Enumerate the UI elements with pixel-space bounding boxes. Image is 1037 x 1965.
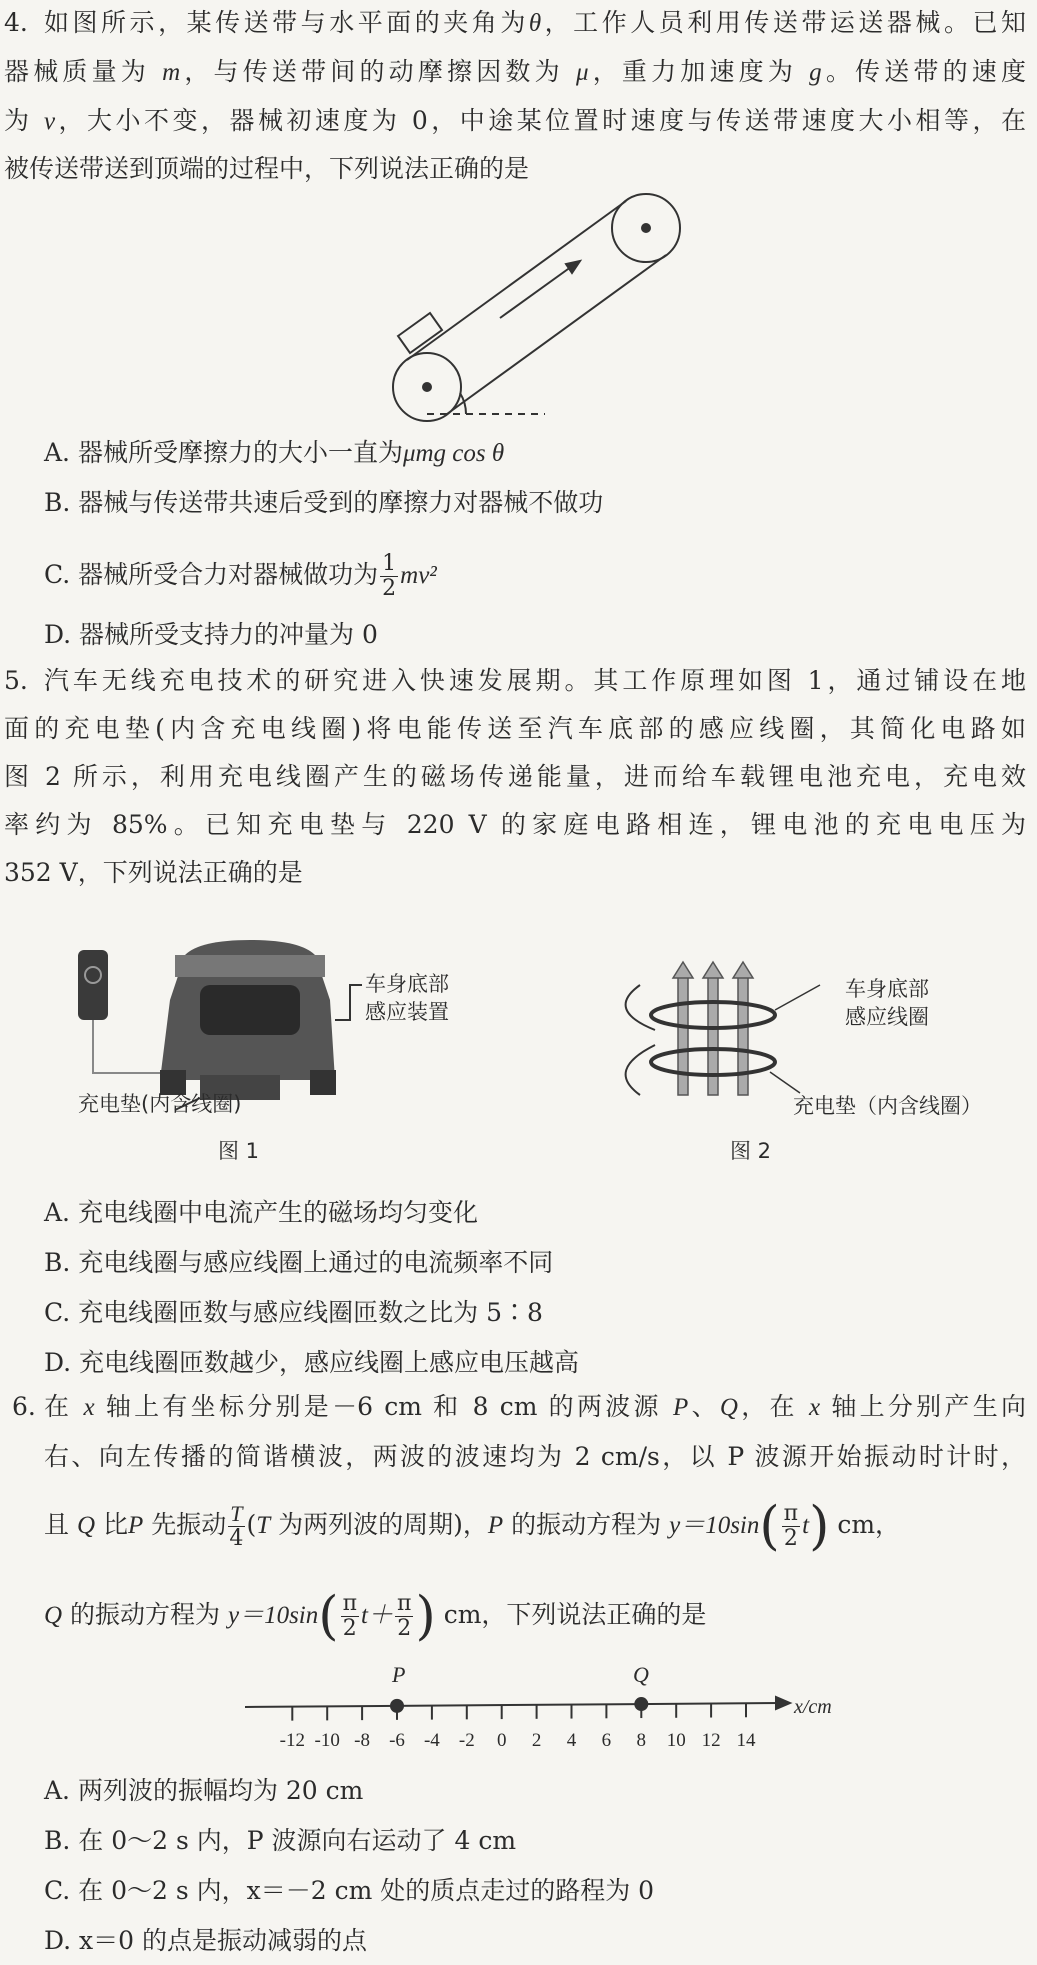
q5-number: 5. <box>4 666 28 695</box>
math: Q <box>44 1602 63 1629</box>
car-charging-figure <box>78 940 362 1110</box>
tick-label: -8 <box>354 1730 370 1751</box>
q5-line-1: 汽车无线充电技术的研究进入快速发展期。其工作原理如图 1，通过铺设在地 <box>44 666 1026 695</box>
text: ，工作人员利用传送带运送器械。已知 <box>541 8 1026 37</box>
fraction <box>395 1592 413 1641</box>
q5-line-2: 面的充电垫(内含充电线圈)将电能传送至汽车底部的感应线圈，其简化电路如 <box>4 714 1026 743</box>
fig1-label-device-2: 感应装置 <box>365 1000 449 1024</box>
q6-option-c[interactable]: C. 在 0～2 s 内，x＝－2 cm 处的质点走过的路程为 0 <box>44 1876 655 1905</box>
q6-line-1 <box>44 1390 1026 1425</box>
text: cm，下列说法正确的是 <box>443 1600 707 1629</box>
q6-option-b[interactable]: B. 在 0～2 s 内，P 波源向右运动了 4 cm <box>44 1826 517 1855</box>
tick-label: 10 <box>666 1730 686 1751</box>
num: 1 <box>382 551 397 576</box>
math: Q <box>76 1512 96 1539</box>
text: 且 <box>44 1510 70 1539</box>
den: 2 <box>342 1616 357 1641</box>
charger-box <box>78 950 108 1020</box>
point-p <box>391 1700 403 1712</box>
q4-option-b[interactable]: B. 器械与传送带共速后受到的摩擦力对器械不做功 <box>44 488 604 517</box>
text: ，大小不变，器械初速度为 0，中途某位置时速度与传送带速度大小相等，在 <box>55 106 1026 135</box>
tick-label: -6 <box>389 1730 405 1751</box>
q5-option-c[interactable]: C. 充电线圈匝数与感应线圈匝数之比为 5∶8 <box>44 1298 543 1327</box>
math: y＝10sin <box>227 1602 319 1629</box>
q4-option-c[interactable] <box>44 552 437 601</box>
fig1-label-device-1: 车身底部 <box>365 972 449 996</box>
text: 为 <box>4 106 33 135</box>
point-p-label: P <box>392 1662 406 1687</box>
paren: ( <box>318 1586 339 1647</box>
text: 比 <box>102 1510 128 1539</box>
num: π <box>783 1501 799 1526</box>
text: ，重力加速度为 <box>588 57 798 86</box>
q6-option-a[interactable]: A. 两列波的振幅均为 20 cm <box>44 1776 364 1805</box>
math: t <box>802 1512 810 1539</box>
math: P <box>487 1512 504 1539</box>
math: x <box>808 1394 821 1421</box>
q6-option-d[interactable]: D. x＝0 的点是振动减弱的点 <box>44 1926 367 1955</box>
paren: ( <box>759 1496 780 1557</box>
paren: ) <box>415 1586 436 1647</box>
num: π <box>342 1591 358 1616</box>
text: 轴上有坐标分别是－6 cm 和 8 cm 的两波源 <box>105 1392 662 1421</box>
tick-label: 12 <box>701 1730 721 1751</box>
text: 先振动 <box>151 1510 227 1539</box>
fig2-caption: 图 2 <box>730 1139 772 1163</box>
q6-number: 6. <box>12 1392 36 1421</box>
axis-arrow <box>776 1697 790 1709</box>
q4-line-1: 如图所示，某传送带与水平面的夹角为θ，工作人员利用传送带运送器械。已知 <box>44 8 1026 37</box>
point-q-label: Q <box>633 1662 649 1687</box>
q4-option-a[interactable] <box>44 436 504 471</box>
q5-option-a[interactable]: A. 充电线圈中电流产生的磁场均匀变化 <box>44 1198 478 1227</box>
math: mv² <box>400 562 437 589</box>
tick-label: 6 <box>601 1730 612 1751</box>
q6-line-3 <box>44 1496 901 1557</box>
text: ，在 <box>737 1392 798 1421</box>
text: 轴上分别产生向 <box>831 1392 1026 1421</box>
text: 如图所示，某传送带与水平面的夹角为 <box>44 8 529 37</box>
number-line <box>245 1697 790 1721</box>
fraction <box>228 1502 244 1551</box>
tick-label: 0 <box>496 1730 507 1751</box>
axis-label: x/cm <box>794 1696 832 1718</box>
fraction <box>782 1502 800 1551</box>
q6-line-2: 右、向左传播的简谐横波，两波的波速均为 2 cm/s，以 P 波源开始振动时计时， <box>44 1442 1026 1471</box>
q6-line-4 <box>44 1586 707 1647</box>
q4-option-d[interactable]: D. 器械所受支持力的冲量为 0 <box>44 620 378 649</box>
tick-label: 8 <box>636 1730 647 1751</box>
tick-label: 14 <box>736 1730 756 1751</box>
text: ( <box>246 1510 257 1539</box>
den: 2 <box>783 1526 798 1551</box>
text: 器械质量为 <box>4 57 150 86</box>
text: ，与传送带间的动摩擦因数为 <box>180 57 564 86</box>
math: Q <box>719 1394 738 1421</box>
math: x <box>83 1394 95 1421</box>
q4-line-2: 器械质量为 m，与传送带间的动摩擦因数为 μ，重力加速度为 g。传送带的速度 <box>4 57 1026 86</box>
text: 。传送带的速度 <box>821 57 1026 86</box>
paren: ) <box>809 1496 830 1557</box>
math: P <box>673 1394 689 1421</box>
fraction <box>341 1592 359 1641</box>
math: y＝10sin <box>669 1512 760 1539</box>
math: P <box>128 1512 144 1539</box>
fig2-label-coil-1: 车身底部 <box>845 977 929 1001</box>
math: t＋ <box>361 1602 393 1629</box>
text: 的振动方程为 <box>70 1600 221 1629</box>
belt-direction-arrow <box>500 264 575 318</box>
tick-label: -2 <box>458 1730 475 1751</box>
num: T <box>230 1501 243 1526</box>
conveyor-belt-figure <box>393 194 680 421</box>
fraction <box>380 552 398 601</box>
q5-line-4: 率约为 85%。已知充电垫与 220 V 的家庭电路相连，锂电池的充电电压为 <box>4 810 1026 839</box>
text: C. 器械所受合力对器械做功为 <box>44 560 379 589</box>
q4-line-4: 被传送带送到顶端的过程中，下列说法正确的是 <box>4 154 530 183</box>
math: μmg cos θ <box>402 440 505 467</box>
fig2-label-coil-2: 感应线圈 <box>845 1005 929 1029</box>
tick-label: 4 <box>566 1730 577 1751</box>
text: 在 <box>44 1392 73 1421</box>
fig2-label-pad: 充电垫（内含线圈） <box>793 1094 982 1118</box>
num: π <box>396 1591 412 1616</box>
text: 、 <box>688 1392 720 1421</box>
den: 4 <box>229 1526 244 1551</box>
q5-option-d[interactable]: D. 充电线圈匝数越少，感应线圈上感应电压越高 <box>44 1348 580 1377</box>
q5-line-3: 图 2 所示，利用充电线圈产生的磁场传递能量，进而给车载锂电池充电，充电效 <box>4 762 1026 791</box>
equipment-box <box>398 313 442 353</box>
text: 的振动方程为 <box>511 1510 662 1539</box>
tick-label: -4 <box>423 1730 440 1751</box>
den: 2 <box>397 1616 412 1641</box>
fig1-caption: 图 1 <box>218 1139 260 1163</box>
tick-label: -10 <box>314 1730 340 1751</box>
text: A. 器械所受摩擦力的大小一直为 <box>44 438 403 467</box>
point-q <box>635 1698 647 1710</box>
q4-number: 4. <box>4 8 28 37</box>
q4-line-3: 为 v，大小不变，器械初速度为 0，中途某位置时速度与传送带速度大小相等，在 <box>4 106 1026 135</box>
tick-label: 2 <box>531 1730 542 1751</box>
text: cm， <box>837 1510 901 1539</box>
den: 2 <box>382 576 397 601</box>
q5-line-5: 352 V，下列说法正确的是 <box>4 858 303 887</box>
coil-diagram-figure <box>626 962 820 1095</box>
tick-label: -12 <box>279 1730 305 1751</box>
text: 为两列波的周期)， <box>278 1510 488 1539</box>
math: T <box>256 1512 271 1539</box>
q5-option-b[interactable]: B. 充电线圈与感应线圈上通过的电流频率不同 <box>44 1248 554 1277</box>
fig1-label-pad: 充电垫(内含线圈) <box>78 1092 242 1116</box>
